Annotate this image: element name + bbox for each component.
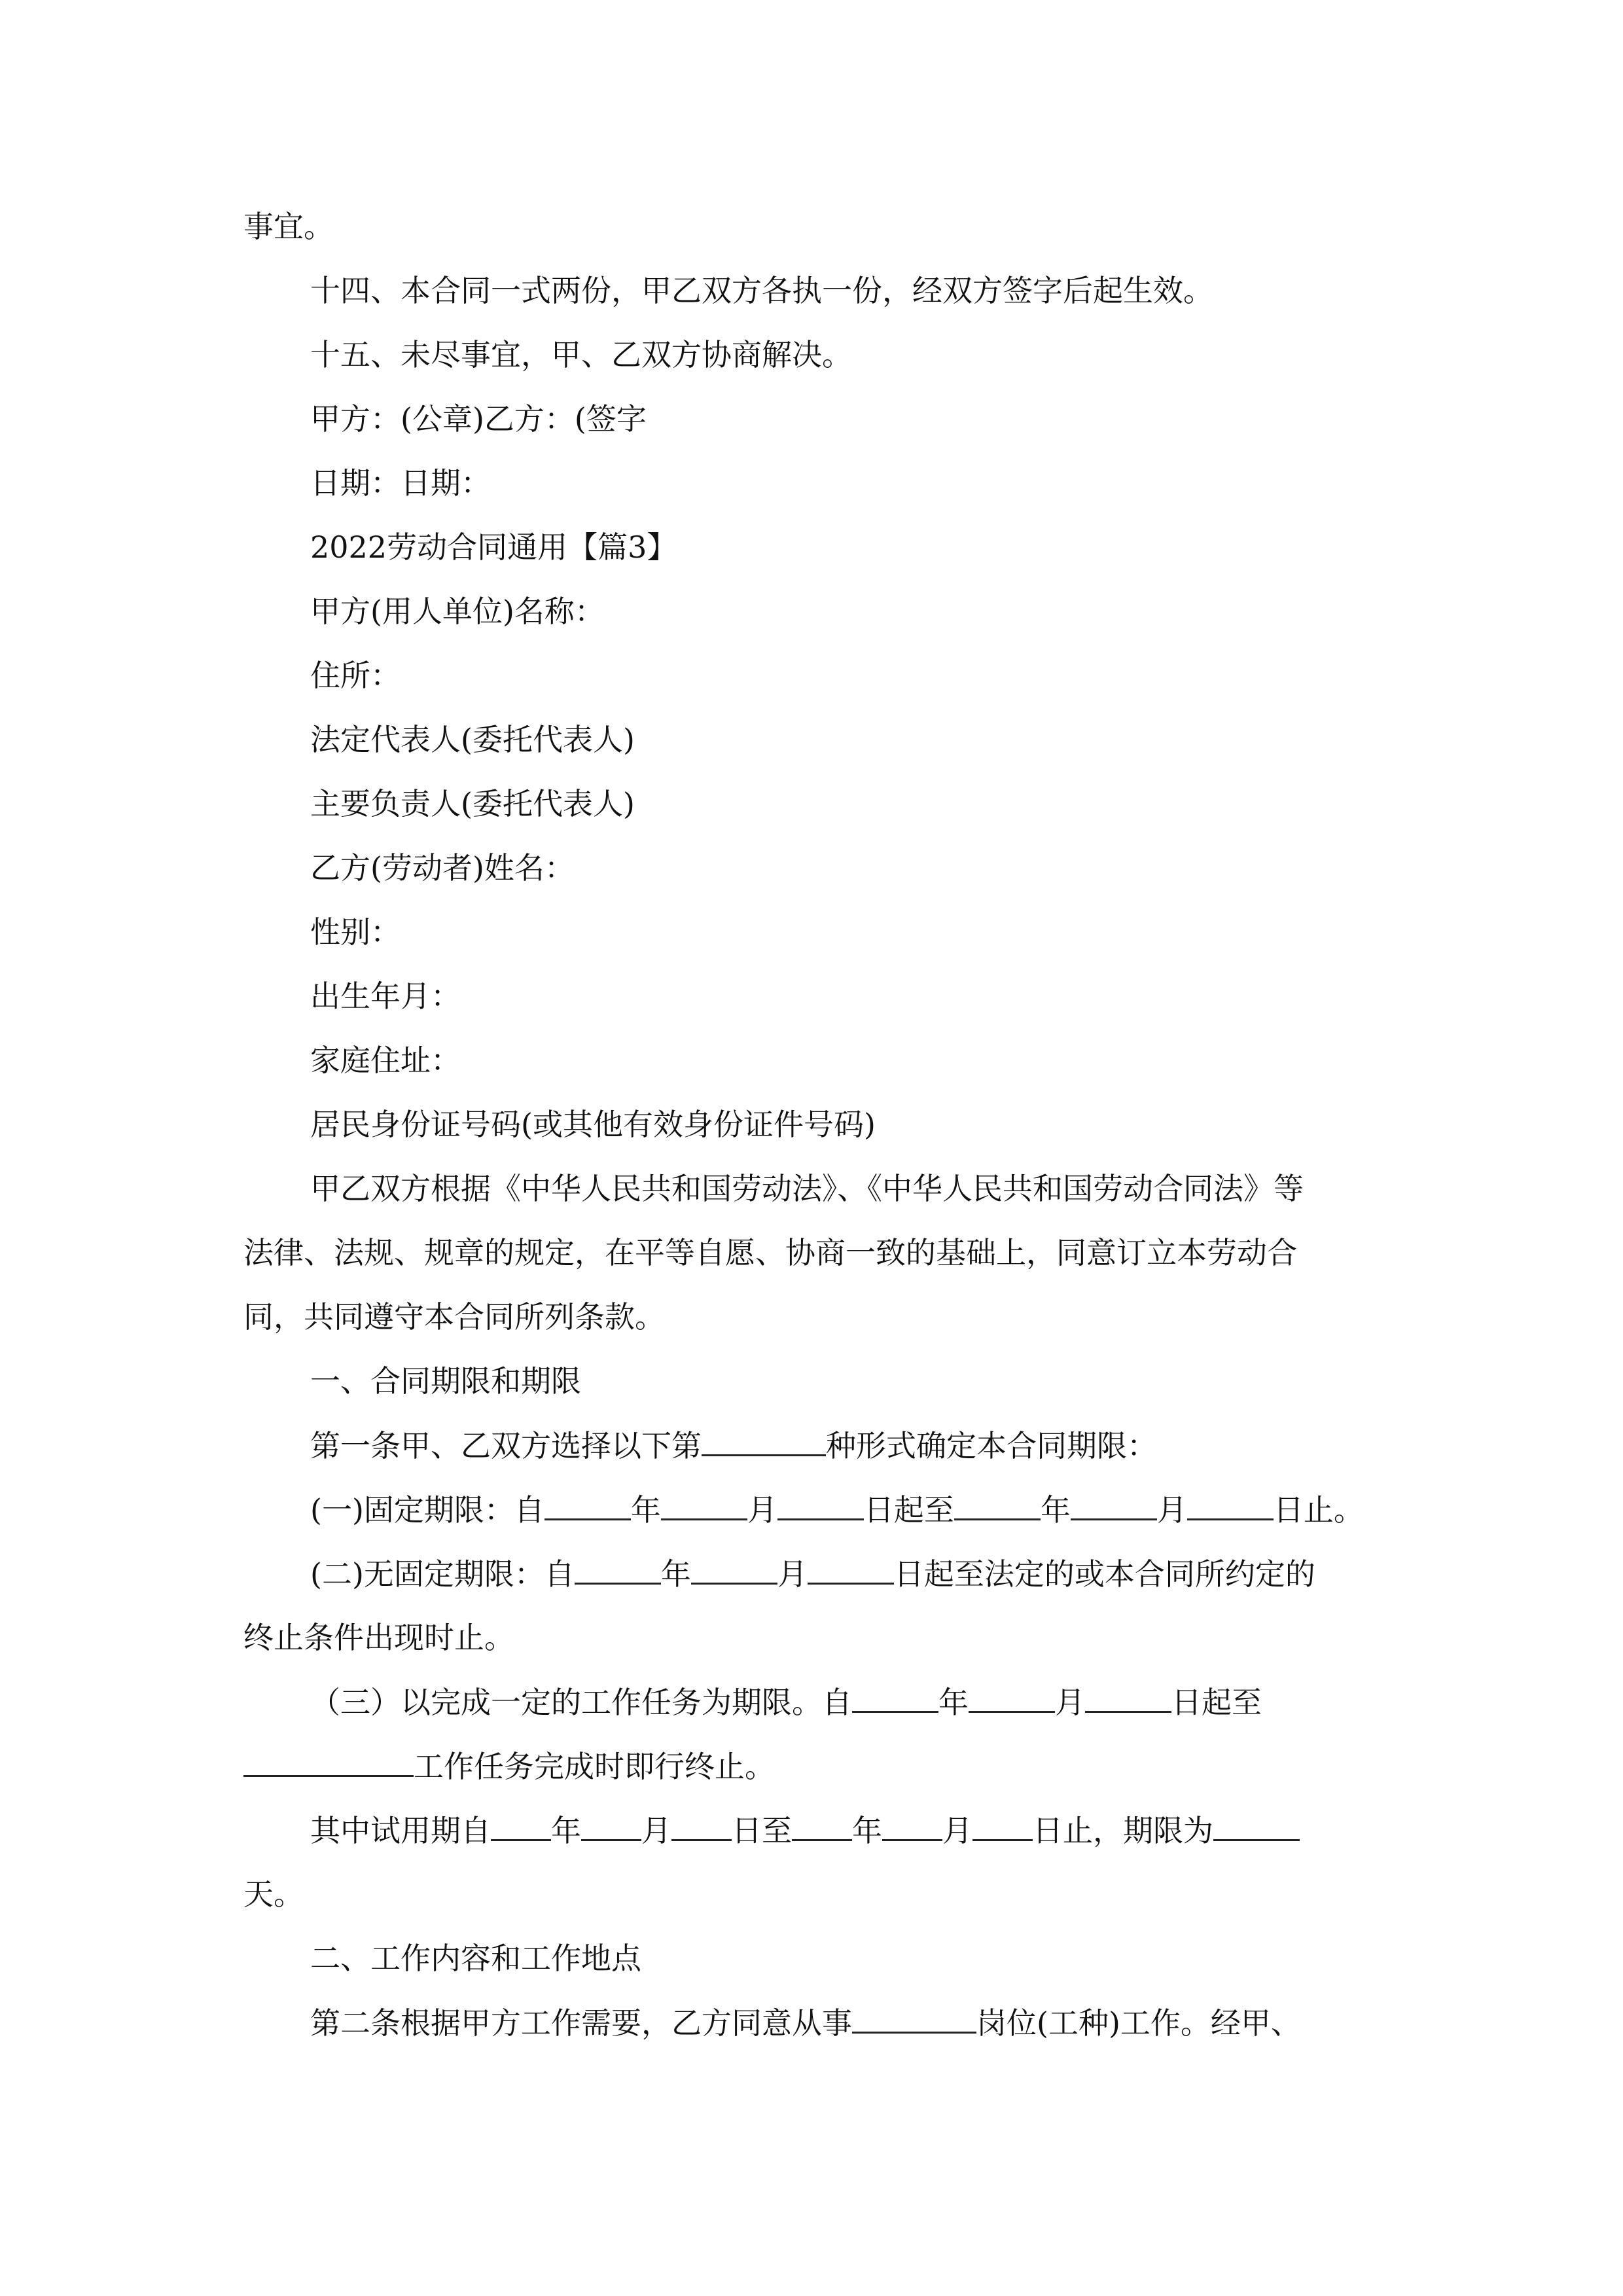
fill-blank[interactable]	[581, 1810, 641, 1841]
text-line: 住所：	[310, 658, 401, 693]
text-line: 十四、本合同一式两份，甲乙双方各执一份，经双方签字后起生效。	[310, 273, 1213, 308]
text-fragment: 日起至法定的或本合同所约定的	[893, 1556, 1315, 1592]
text-fragment: 日起至	[1171, 1685, 1262, 1720]
text-fragment: 种形式确定本合同期限：	[826, 1428, 1157, 1463]
fill-blank[interactable]	[1213, 1810, 1300, 1841]
text-fragment: 日至	[732, 1813, 792, 1848]
text-fragment: 年	[660, 1556, 691, 1592]
text-fragment: 工作任务完成时即行终止。	[414, 1749, 775, 1784]
text-line: 事宜。	[243, 209, 334, 244]
text-fragment: 月	[1055, 1685, 1085, 1720]
fill-blank[interactable]	[544, 1490, 631, 1520]
fill-blank[interactable]	[1085, 1682, 1171, 1713]
text-fragment: 年	[630, 1492, 661, 1528]
text-fragment: （三）以完成一定的工作任务为期限。自	[310, 1685, 852, 1720]
text-line: 十五、未尽事宜，甲、乙双方协商解决。	[310, 337, 852, 372]
fill-blank[interactable]	[1071, 1490, 1157, 1520]
text-line: 家庭住址：	[310, 1043, 461, 1078]
text-line: 甲方(用人单位)名称：	[310, 594, 605, 629]
fill-blank[interactable]	[702, 1426, 826, 1456]
text-fragment: 月	[747, 1492, 777, 1528]
probation-line	[310, 1810, 1623, 1850]
text-fragment: 其中试用期自	[310, 1813, 491, 1848]
fill-blank[interactable]	[882, 1810, 942, 1841]
text-line: 出生年月：	[310, 978, 461, 1014]
text-fragment: 第一条甲、乙双方选择以下第	[310, 1428, 702, 1463]
text-fragment: 年	[938, 1685, 969, 1720]
text-fragment: 年	[852, 1813, 882, 1848]
section-heading: 一、合同期限和期限	[310, 1363, 581, 1399]
text-fragment: (二)无固定期限：自	[310, 1556, 575, 1592]
fill-blank[interactable]	[1187, 1490, 1274, 1520]
text-fragment: 日起至	[863, 1492, 954, 1528]
text-fragment: 日止，期限为	[1033, 1813, 1213, 1848]
task-term-line-cont	[243, 1746, 1623, 1786]
text-line: 同，共同遵守本合同所列条款。	[243, 1299, 665, 1335]
text-line: 性别：	[310, 914, 401, 950]
fill-blank[interactable]	[491, 1810, 551, 1841]
text-line: 日期：日期：	[310, 465, 491, 501]
fill-blank[interactable]	[792, 1810, 852, 1841]
fixed-term-line	[310, 1490, 1623, 1530]
fill-blank[interactable]	[808, 1554, 894, 1585]
section-heading: 二、工作内容和工作地点	[310, 1941, 641, 1976]
fill-blank[interactable]	[972, 1810, 1033, 1841]
fill-blank[interactable]	[969, 1682, 1055, 1713]
fill-blank[interactable]	[691, 1554, 777, 1585]
fill-blank[interactable]	[243, 1746, 414, 1777]
text-fragment: 年	[1040, 1492, 1071, 1528]
text-fragment: 日止。	[1273, 1492, 1364, 1528]
task-term-line	[310, 1682, 1623, 1722]
article-1-line	[310, 1426, 1623, 1465]
text-line: 乙方(劳动者)姓名：	[310, 850, 575, 886]
article-2-line	[310, 2003, 1623, 2043]
unfixed-term-line	[310, 1554, 1623, 1594]
fill-blank[interactable]	[852, 2003, 976, 2034]
text-line: 法定代表人(委托代表人)	[310, 722, 635, 757]
fill-blank[interactable]	[954, 1490, 1041, 1520]
text-fragment: 岗位(工种)工作。经甲、	[976, 2005, 1301, 2041]
text-fragment: (一)固定期限：自	[310, 1492, 544, 1528]
text-fragment: 年	[551, 1813, 581, 1848]
text-fragment: 月	[942, 1813, 972, 1848]
text-line: 甲方：(公章)乙方：(签字	[310, 401, 647, 437]
fill-blank[interactable]	[671, 1810, 732, 1841]
text-line: 法律、法规、规章的规定，在平等自愿、协商一致的基础上，同意订立本劳动合	[243, 1235, 1297, 1270]
text-line: 居民身份证号码(或其他有效身份证件号码)	[310, 1107, 876, 1142]
fill-blank[interactable]	[852, 1682, 938, 1713]
text-line: 终止条件出现时止。	[243, 1620, 514, 1655]
text-line: 天。	[243, 1876, 304, 1912]
text-fragment: 月	[641, 1813, 671, 1848]
fill-blank[interactable]	[777, 1490, 864, 1520]
text-fragment: 第二条根据甲方工作需要，乙方同意从事	[310, 2005, 852, 2041]
text-fragment: 月	[777, 1556, 808, 1592]
text-fragment: 月	[1156, 1492, 1187, 1528]
text-line: 甲乙双方根据《中华人民共和国劳动法》、《中华人民共和国劳动合同法》等	[310, 1171, 1304, 1206]
section-heading: 2022劳动合同通用【篇3】	[310, 529, 677, 565]
text-line: 主要负责人(委托代表人)	[310, 786, 635, 821]
fill-blank[interactable]	[575, 1554, 661, 1585]
fill-blank[interactable]	[661, 1490, 747, 1520]
